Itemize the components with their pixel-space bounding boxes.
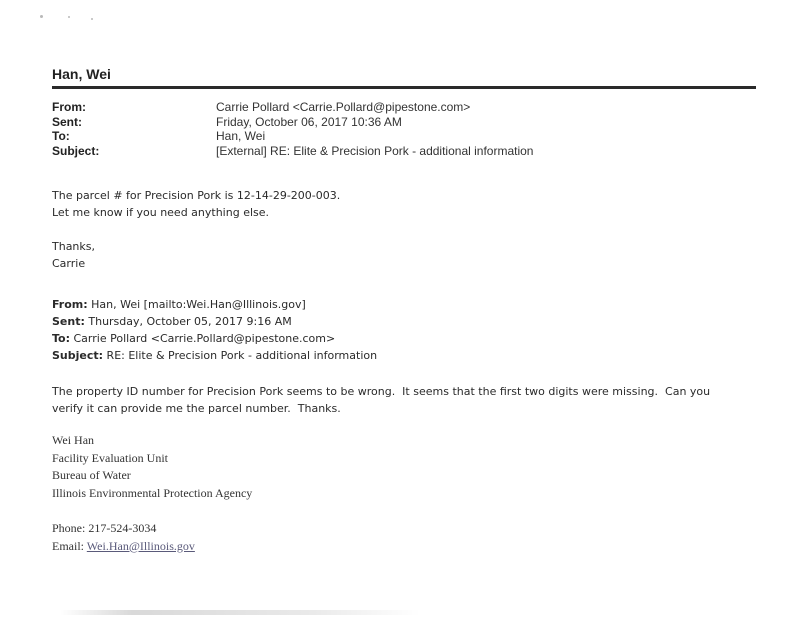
closing-text: Thanks, bbox=[52, 240, 96, 253]
quoted-to-label: To: bbox=[52, 332, 70, 345]
scan-smudge bbox=[60, 610, 420, 615]
from-label: From: bbox=[52, 100, 86, 114]
message-header bbox=[52, 100, 752, 158]
signature-agency: Illinois Environmental Protection Agency bbox=[52, 485, 253, 500]
email-link[interactable]: Wei.Han@Illinois.gov bbox=[86, 538, 195, 553]
quoted-subject-label: Subject: bbox=[52, 349, 104, 362]
quoted-from-row bbox=[52, 296, 377, 313]
quoted-to-row bbox=[52, 330, 377, 347]
signature-unit: Facility Evaluation Unit bbox=[52, 450, 168, 465]
quoted-body-line-2: verify it can provide me the parcel number. Thanks. bbox=[52, 402, 341, 415]
quoted-subject-value: RE: Elite & Precision Pork - additional information bbox=[106, 349, 378, 362]
header-divider bbox=[52, 86, 756, 89]
to-value: Han, Wei bbox=[216, 129, 266, 144]
from-value: Carrie Pollard <Carrie.Pollard@pipestone.com> bbox=[216, 100, 471, 114]
scan-speck bbox=[40, 15, 43, 18]
mailbox-owner: Han, Wei bbox=[52, 66, 111, 82]
subject-label: Subject: bbox=[52, 143, 100, 158]
quoted-subject-row bbox=[52, 347, 377, 364]
sent-label: Sent: bbox=[52, 114, 82, 129]
quoted-body-line-1: The property ID number for Precision Pork seems to be wrong. It seems that the first two digits were missing. Can you bbox=[52, 385, 711, 398]
quoted-to-value: Carrie Pollard <Carrie.Pollard@pipestone.com> bbox=[73, 332, 336, 345]
reply-body bbox=[52, 187, 340, 221]
scan-speck bbox=[91, 18, 93, 20]
reply-line-1: The parcel # for Precision Pork is 12-14-29-200-003. bbox=[52, 189, 341, 202]
sent-row bbox=[52, 115, 752, 130]
quoted-from-label: From: bbox=[52, 298, 88, 311]
email-label: Email: bbox=[52, 538, 84, 553]
quoted-body bbox=[52, 383, 762, 417]
reply-closing bbox=[52, 238, 95, 272]
signature-name: Wei Han bbox=[52, 433, 95, 447]
reply-line-2: Let me know if you need anything else. bbox=[52, 206, 270, 219]
sent-value: Friday, October 06, 2017 10:36 AM bbox=[216, 114, 402, 129]
email-row bbox=[52, 538, 195, 556]
phone-row bbox=[52, 520, 195, 538]
quoted-sent-value: Thursday, October 05, 2017 9:16 AM bbox=[88, 315, 292, 328]
quoted-sent-row bbox=[52, 313, 377, 330]
signature-contact bbox=[52, 520, 195, 555]
from-row bbox=[52, 100, 752, 115]
signoff-text: Carrie bbox=[52, 257, 86, 270]
subject-row bbox=[52, 144, 752, 159]
phone-value: 217-524-3034 bbox=[88, 521, 157, 535]
scan-speck bbox=[68, 16, 70, 18]
quoted-header bbox=[52, 296, 377, 364]
signature bbox=[52, 432, 252, 502]
to-row bbox=[52, 129, 752, 144]
quoted-from-value: Han, Wei [mailto:Wei.Han@Illinois.gov] bbox=[91, 298, 306, 311]
quoted-sent-label: Sent: bbox=[52, 315, 85, 328]
to-label: To: bbox=[52, 129, 70, 144]
phone-label: Phone: bbox=[52, 521, 86, 535]
subject-value: [External] RE: Elite & Precision Pork - additional information bbox=[216, 143, 534, 158]
signature-bureau: Bureau of Water bbox=[52, 468, 131, 482]
